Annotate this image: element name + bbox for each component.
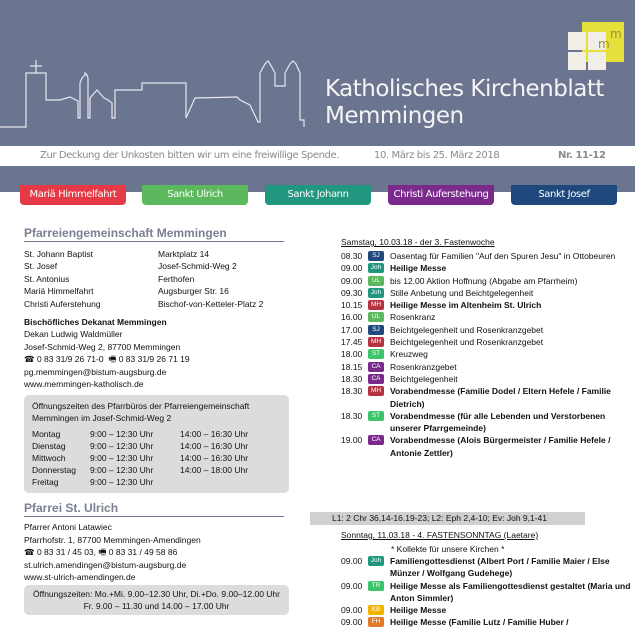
fax-number: 🖷 0 83 31/9 26 71 19 [108,354,190,365]
info-strip [0,146,635,166]
event-time: 09.00 [341,275,363,286]
hours-am: 9:00 – 12:30 Uhr [90,429,154,440]
church-name: Christi Auferstehung [24,298,101,309]
event-time: 09.00 [341,617,363,628]
event-text: Rosenkranzgebet [390,361,457,372]
office-hours-title: Öffnungszeiten des Pfarrbüros der Pfarreiengemeinschaft Memmingen im Josef-Schmid-Weg 2 [32,401,250,424]
event-text: Rosenkranz [390,312,436,323]
parish-badge-icon: Joh [368,288,384,298]
event-row [341,385,631,410]
church-name: St. Johann Baptist [24,249,93,259]
saturday-schedule [341,236,631,459]
event-row [341,373,631,385]
church-name: St. Josef [24,261,58,272]
parish-badge-icon: ST [368,411,384,421]
event-text: Vorabendmesse (Familie Dodel / Eltern Hefele / Familie Dietrich) [390,386,611,409]
church-row [24,285,294,297]
ulrich-web-link[interactable]: www.st-ulrich-amendingen.de [24,572,136,583]
parish-badge-icon: TR [368,581,384,591]
date-range: 10. März bis 25. März 2018 [374,150,500,161]
event-time: 09.00 [341,605,363,616]
event-time: 16.00 [341,312,363,323]
hours-day: Montag [32,429,61,440]
event-time: 17.00 [341,324,363,335]
event-text: bis 12.00 Aktion Hoffnung (Abgabe am Pfarrheim) [390,275,578,286]
collection-note: * Kollekte für unsere Kirchen * [391,544,505,554]
event-text: Heilige Messe im Altenheim St. Ulrich [390,300,542,311]
ulrich-hours-line-1: Öffnungszeiten: Mo.+Mi. 9.00–12.30 Uhr, Di.+Do. 9.00–12.00 Uhr [33,588,280,599]
day-heading: Samstag, 10.03.18 - der 3. Fastenwoche [341,237,495,247]
hours-day: Dienstag [32,441,66,452]
tab-sankt-johann[interactable]: Sankt Johann [265,185,371,205]
office-hours-box [24,395,289,493]
parish-badge-icon: Joh [368,556,384,566]
hours-pm: 14:00 – 16:30 Uhr [180,429,249,440]
church-name: Mariä Himmelfahrt [24,286,94,297]
dekanat-block [24,316,294,390]
parish-badge-icon: SJ [368,251,384,261]
event-time: 18.30 [341,373,363,384]
day-heading: Sonntag, 11.03.18 - 4. FASTENSONNTAG (Laetare) [341,530,539,540]
ulrich-hours-box [24,585,289,616]
event-time: 09.00 [341,580,363,591]
section-title-ulrich: Pfarrei St. Ulrich [24,501,284,517]
event-text: Vorabendmesse (für alle Lebenden und Verstorbenen unserer Pfarrgemeinde) [390,410,606,434]
church-address: Josef-Schmid-Weg 2 [158,261,237,272]
tab-sankt-josef[interactable]: Sankt Josef [511,185,617,205]
hours-pm: 14:00 – 16:30 Uhr [180,441,249,452]
event-time: 18.00 [341,349,363,360]
hours-day: Mittwoch [32,453,66,464]
web-link[interactable]: www.memmingen-katholisch.de [24,379,144,390]
ulrich-hours-line-2: Fr. 9.00 – 11.30 und 14.00 – 17.00 Uhr [83,600,230,611]
parish-badge-icon: UL [368,312,384,322]
svg-text:m: m [610,27,622,41]
event-text: Vorabendmesse (Alois Bürgermeister / Familie Hefele / Antonie Zettler) [390,435,611,458]
event-text: Kreuzweg [390,349,428,360]
event-text: Heilige Messe als Familiengottesdienst gestaltet (Maria und Anton Simmler) [390,580,631,603]
sunday-schedule [341,529,631,629]
church-address: Marktplatz 14 [158,249,210,259]
event-text: Heilige Messe (Familie Lutz / Familie Huber / [390,617,569,628]
church-address: Bischof-von-Ketteler-Platz 2 [158,298,264,309]
event-row [341,287,631,299]
hours-row [32,440,281,452]
title-line-1: Katholisches Kirchenblatt [325,76,604,102]
parish-badge-icon: MH [368,300,384,310]
event-text: Heilige Messe [390,263,447,274]
pfarrer-name: Pfarrer Antoni Latawiec [24,522,112,533]
tab-christi-auferstehung[interactable]: Christi Auferstehung [388,185,494,205]
readings-bar: L1: 2 Chr 36,14-16.19-23; L2: Eph 2,4-10; Ev: Joh 9,1-41 [310,512,585,525]
event-time: 18.30 [341,386,363,397]
parish-badge-icon: UL [368,276,384,286]
church-row [24,260,294,272]
hours-pm: 14:00 – 18:00 Uhr [180,465,249,476]
event-text: Beichtgelegenheit und Rosenkranzgebet [390,337,544,348]
parish-badge-icon: ST [368,349,384,359]
hours-row [32,464,281,476]
ulrich-block [24,521,294,583]
event-row [341,262,631,274]
event-row [341,250,631,262]
svg-text:m: m [598,37,610,51]
dekan-name: Dekan Ludwig Waldmüller [24,329,123,340]
parish-badge-icon: SJ [368,325,384,335]
event-time: 09.30 [341,287,363,298]
event-list [341,250,631,459]
event-row [341,311,631,323]
hours-row [32,428,281,440]
parish-badge-icon: Joh [368,263,384,273]
title-line-2: Memmingen [325,103,464,129]
event-row [341,555,631,580]
church-address: Augsburger Str. 16 [158,286,229,297]
event-time: 10.15 [341,300,363,311]
city-skyline-icon [0,40,320,130]
hours-am: 9:00 – 12:30 Uhr [90,465,154,476]
event-list [341,555,631,629]
event-time: 09.00 [341,263,363,274]
event-time: 09.00 [341,556,363,566]
hours-row [32,452,281,464]
hours-am: 9:00 – 12:30 Uhr [90,453,154,464]
phone-fax [24,353,294,365]
event-time: 19.00 [341,435,363,446]
section-title-pg: Pfarreiengemeinschaft Memmingen [24,226,284,242]
tab-maria-himmelfahrt[interactable]: Mariä Himmelfahrt [20,185,126,205]
parish-badge-icon: KB [368,605,384,615]
dekanat-title: Bischöfliches Dekanat Memmingen [24,317,167,328]
email-link[interactable]: pg.memmingen@bistum-augsburg.de [24,366,167,377]
hours-pm: 14:00 – 16:30 Uhr [180,453,249,464]
church-row [24,273,294,285]
hours-day: Donnerstag [32,465,76,476]
event-row [341,434,631,459]
event-row [341,348,631,360]
event-time: 17.45 [341,337,363,348]
phone-number: ☎ 0 83 31/9 26 71-0 [24,354,104,365]
hours-row [32,476,281,488]
event-time: 08.30 [341,251,363,261]
issue-number: Nr. 11-12 [558,150,606,161]
hours-am: 9:00 – 12:30 Uhr [90,477,154,488]
event-row [341,604,631,616]
parish-badge-icon: CA [368,374,384,384]
parish-badge-icon: MH [368,337,384,347]
parish-badge-icon: MH [368,386,384,396]
mm-logo-icon [568,22,624,78]
event-row [341,361,631,373]
church-address: Ferthofen [158,273,195,284]
event-text: Beichtgelegenheit und Rosenkranzgebet [390,324,544,335]
event-row [341,275,631,287]
church-row [24,298,294,310]
parish-badge-icon: CA [368,362,384,372]
event-time: 18.30 [341,410,363,421]
donation-note: Zur Deckung der Unkosten bitten wir um eine freiwillige Spende. [40,150,340,161]
event-row [341,580,631,605]
ulrich-phones: ☎ 0 83 31 / 45 03, 🖷 0 83 31 / 49 58 86 [24,547,178,558]
hours-am: 9:00 – 12:30 Uhr [90,441,154,452]
masthead [0,0,635,192]
event-text: Beichtgelegenheit [390,373,458,384]
event-row [341,616,631,628]
event-row [341,410,631,435]
parish-badge-icon: CA [368,435,384,445]
event-text: Familiengottesdienst (Albert Port / Familie Maier / Else Münzer / Wolfgang Gudehege) [390,556,610,579]
event-text: Oasentag für Familien "Auf den Spuren Jesu" in Ottobeuren [390,251,616,261]
publication-title [325,76,604,130]
parish-tabs [0,185,635,205]
church-list [24,248,294,310]
dekanat-address: Josef-Schmid-Weg 2, 87700 Memmingen [24,341,181,352]
tab-sankt-ulrich[interactable]: Sankt Ulrich [142,185,248,205]
event-text: Stille Anbetung und Beichtgelegenheit [390,287,534,298]
ulrich-email-link[interactable]: st.ulrich.amendingen@bistum-augsburg.de [24,559,187,570]
contact-column [24,226,294,615]
event-row [341,336,631,348]
event-text: Heilige Messe [390,605,447,616]
church-row [24,248,294,260]
church-name: St. Antonius [24,273,70,284]
parish-badge-icon: FH [368,617,384,627]
event-row [341,299,631,311]
event-time: 18.15 [341,361,363,372]
hours-day: Freitag [32,477,59,488]
event-row [341,324,631,336]
ulrich-address: Pfarrhofstr. 1, 87700 Memmingen-Amendingen [24,534,201,545]
